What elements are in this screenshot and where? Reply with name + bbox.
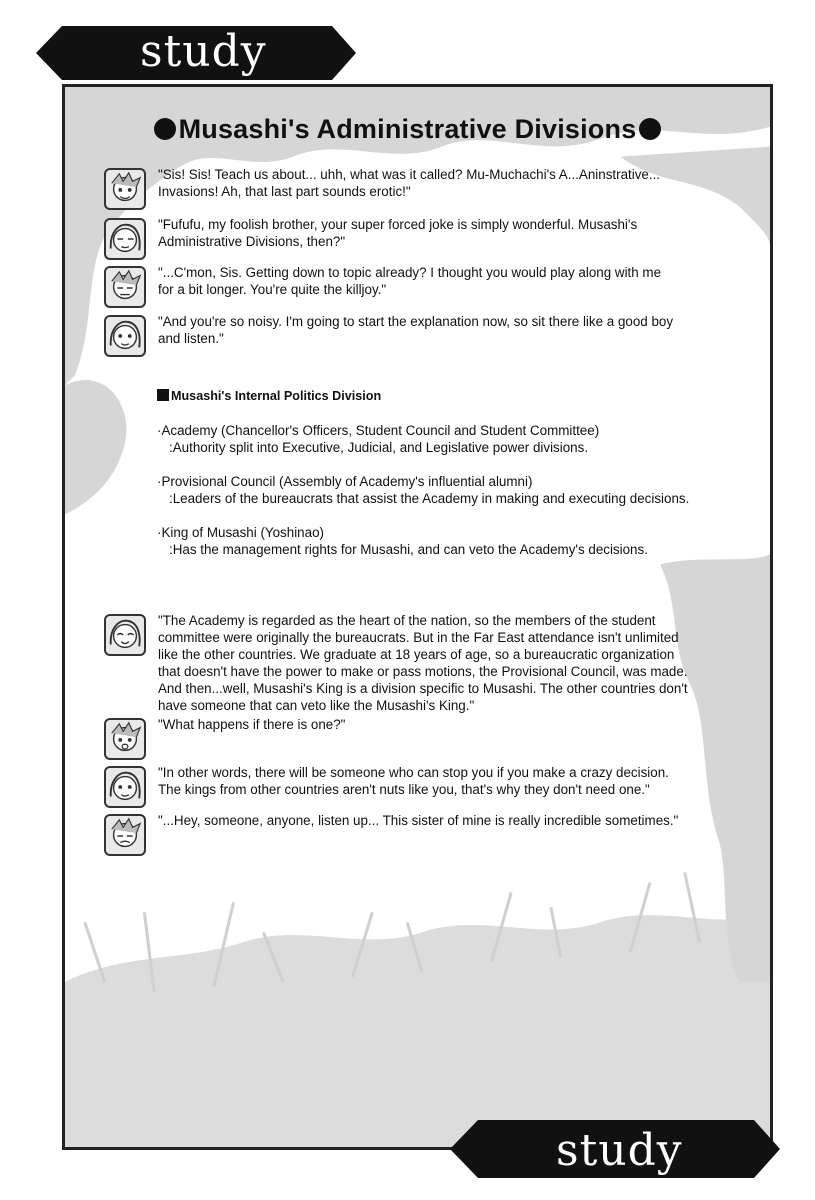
dialogue-text: "...Hey, someone, anyone, listen up... This sister of mine is really incredible sometimes." [158, 813, 679, 828]
section-heading-text: Musashi's Internal Politics Division [171, 389, 382, 403]
sister-avatar-icon [104, 315, 146, 357]
dialogue-text: "And you're so noisy. I'm going to start the explanation now, so sit there like a good boy and listen." [158, 314, 674, 346]
dialogue-line [104, 716, 744, 764]
division-desc: :Leaders of the bureaucrats that assist the Academy in making and executing decisions. [169, 491, 690, 506]
dialogue-top [104, 166, 744, 361]
dialogue-text: "Fufufu, my foolish brother, your super forced joke is simply wonderful. Musashi's Administrative Divisions, then?" [158, 217, 638, 249]
brother-avatar-icon [104, 168, 146, 210]
dialogue-line [104, 264, 744, 313]
banner-top-label: study [140, 26, 267, 77]
division-desc: :Has the management rights for Musashi, and can veto the Academy's decisions. [169, 542, 648, 557]
brother-avatar-icon [104, 718, 146, 760]
sister-avatar-icon [104, 614, 146, 656]
dialogue-text: "Sis! Sis! Teach us about... uhh, what was it called? Mu-Muchachi's A...Aninstrative... Invasions! Ah, that last part sounds erotic!" [158, 167, 661, 199]
division-desc: :Authority split into Executive, Judicial, and Legislative power divisions. [169, 440, 589, 455]
dialogue-line [104, 166, 744, 216]
title-bullet-left-icon [154, 118, 176, 140]
brother-avatar-icon [104, 266, 146, 308]
dialogue-text: "...C'mon, Sis. Getting down to topic already? I thought you would play along with me for a bit longer. You're quite the killjoy." [158, 265, 662, 297]
politics-division-section [157, 388, 747, 575]
dialogue-text: "In other words, there will be someone who can stop you if you make a crazy decision. The kings from other countries aren't nuts like you, that's why they don't need one." [158, 765, 669, 797]
page-title-text: Musashi's Administrative Divisions [178, 114, 637, 144]
division-item [157, 473, 747, 507]
dialogue-text: "What happens if there is one?" [158, 717, 346, 732]
study-banner-bottom [450, 1120, 780, 1178]
division-name: ·King of Musashi (Yoshinao) [157, 525, 324, 540]
dialogue-line [104, 764, 744, 812]
dialogue-line [104, 216, 744, 264]
banner-bottom-label: study [556, 1125, 683, 1176]
sister-avatar-icon [104, 766, 146, 808]
dialogue-line [104, 313, 744, 361]
division-item [157, 524, 747, 558]
section-heading [157, 388, 747, 405]
division-name: ·Academy (Chancellor's Officers, Student Council and Student Committee) [157, 423, 600, 438]
title-bullet-right-icon [639, 118, 661, 140]
sister-avatar-icon [104, 218, 146, 260]
division-name: ·Provisional Council (Assembly of Academy's influential alumni) [157, 474, 533, 489]
square-bullet-icon [157, 389, 169, 401]
brother-avatar-icon [104, 814, 146, 856]
dialogue-bottom [104, 612, 744, 858]
division-item [157, 422, 747, 456]
dialogue-line [104, 612, 744, 716]
dialogue-text: "The Academy is regarded as the heart of the nation, so the members of the student committee were originally the bureaucrats. But in the Far East attendance isn't unlimited like the other countries. We graduate at 18 years of age, so a bureaucratic organization that doesn't have the power to make or pass motions, the Provisional Council, was made. And then...well, Musashi's King is a division specific to Musashi. The other countries don't have someone that can veto like the Musashi's King." [158, 613, 688, 713]
dialogue-line [104, 812, 744, 858]
page-title [62, 114, 753, 145]
